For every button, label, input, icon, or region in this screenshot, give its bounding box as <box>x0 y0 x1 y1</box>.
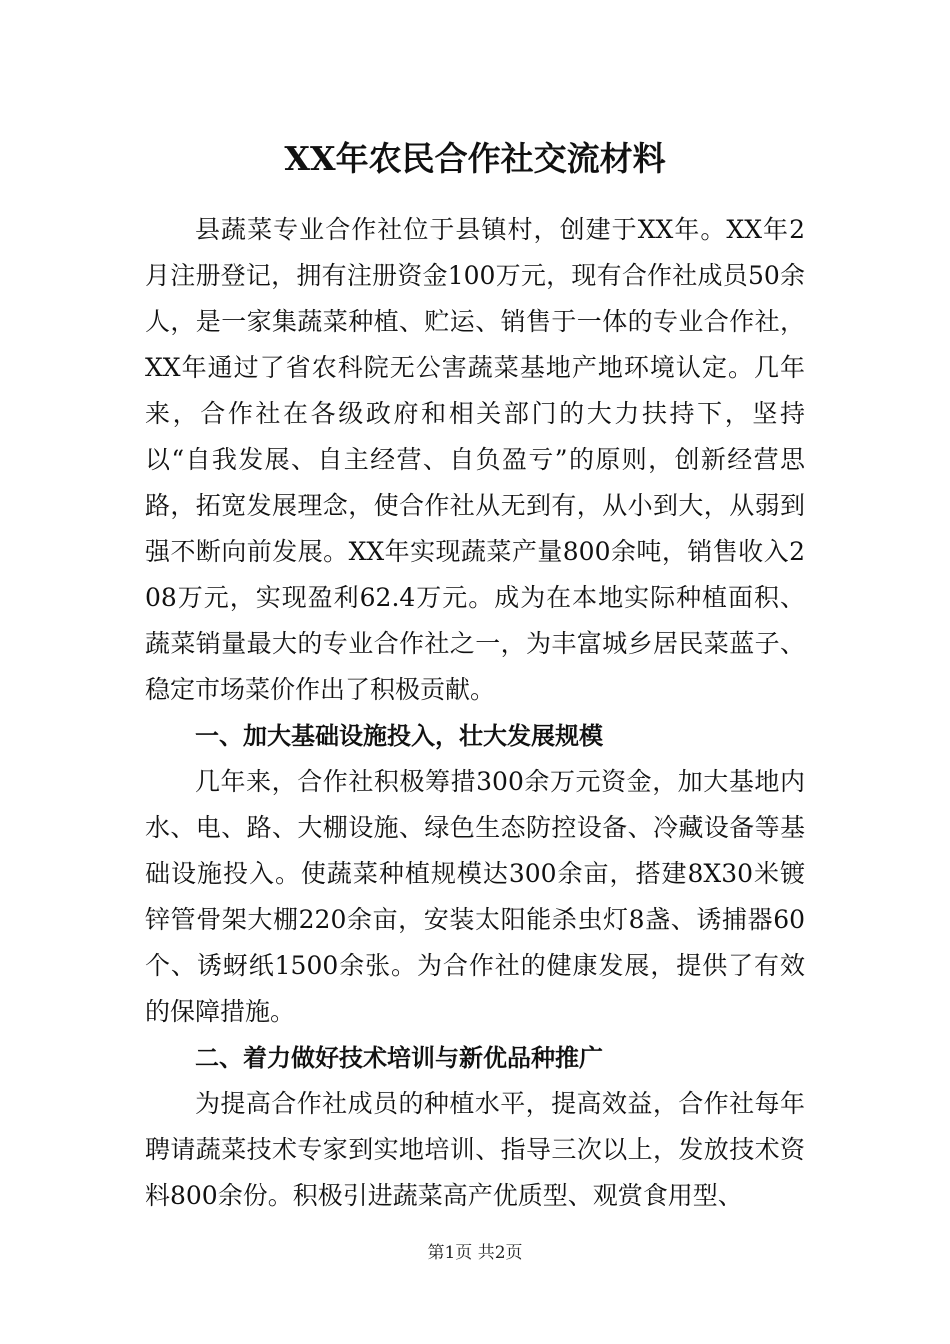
section-paragraph-2: 为提高合作社成员的种植水平，提高效益，合作社每年聘请蔬菜技术专家到实地培训、指导三次以上，发放技术资料800余份。积极引进蔬菜高产优质型、观赏食用型、 <box>145 1089 805 1210</box>
page-footer: 第1页 共2页 <box>427 1243 523 1263</box>
intro-paragraph: 县蔬菜专业合作社位于县镇村，创建于XX年。XX年2月注册登记，拥有注册资金100万元，现有合作社成员50余人，是一家集蔬菜种植、贮运、销售于一体的专业合作社，XX年通过了省农科院无公害蔬菜基地产地环境认定。几年来，合作社在各级政府和相关部门的大力扶持下，坚持以“自我发展、自主经营、自负盈亏”的原则，创新经营思路，拓宽发展理念，使合作社从无到有，从小到大，从弱到强不断向前发展。XX年实现蔬菜产量800余吨，销售收入208万元，实现盈利62.4万元。成为在本地实际种植面积、蔬菜销量最大的专业合作社之一，为丰富城乡居民菜蓝子、稳定市场菜价作出了积极贡献。 <box>145 215 805 704</box>
section-heading-1: 一、加大基础设施投入，壮大发展规模 <box>195 722 603 750</box>
document-title: XX年农民合作社交流材料 <box>284 139 666 178</box>
section-heading-2: 二、着力做好技术培训与新优品种推广 <box>195 1044 603 1072</box>
section-paragraph-1: 几年来，合作社积极筹措300余万元资金，加大基地内水、电、路、大棚设施、绿色生态防控设备、冷藏设备等基础设施投入。使蔬菜种植规模达300余亩，搭建8X30米镀锌管骨架大棚220余亩，安装太阳能杀虫灯8盏、诱捕器60个、诱蚜纸1500余张。为合作社的健康发展，提供了有效的保障措施。 <box>145 767 805 1026</box>
document-body <box>145 207 805 1219</box>
